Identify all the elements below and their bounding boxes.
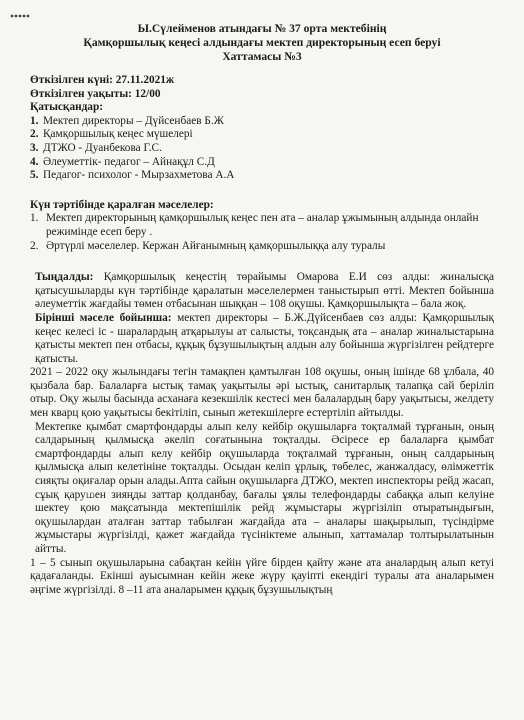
agenda-list xyxy=(30,212,494,253)
meeting-meta xyxy=(30,74,494,183)
list-item: 4. Әлеуметтік- педагог – Айнақұл С.Д xyxy=(30,155,215,168)
paragraph-first-issue: Бірінші мәселе бойынша: мектеп директоры – Б.Ж.Дүйсенбаев сөз алды: Қамқоршылық кеңес келесі іс - шаралардың атқарылуы ат салысты, тоқсандық ата – аналар жиналыстарына қатысты мектеп пен отбасы, құқық бұзушылықтың алдын алу бойынша жүргізілген рейдтерге қатысты. xyxy=(35,311,494,365)
meeting-date: Өткізілген күні: 27.11.2021ж xyxy=(30,74,175,86)
header-protocol: Хаттамасы №3 xyxy=(222,50,302,63)
header-title: Қамқоршылық кеңесі алдындағы мектеп директорының есеп беруі xyxy=(83,36,441,49)
participants-title: Қатысқандар: xyxy=(30,101,104,114)
list-item: 1. Мектеп директорының қамқоршылық кеңес пен ата – аналар ұжымының алдында онлайн режимінде есеп беру . xyxy=(30,212,479,238)
agenda-title: Күн тәртібінде қаралған мәселелер: xyxy=(30,198,214,211)
list-item: 2. Қамқоршылық кеңес мүшелері xyxy=(30,128,193,141)
header-school: Ы.Сүлейменов атындағы № 37 орта мектебінің xyxy=(137,22,387,35)
participants-list xyxy=(30,115,494,183)
scan-mark-icon xyxy=(10,14,50,18)
meeting-time: Өткізілген уақыты: 12/00 xyxy=(30,87,161,100)
list-item: 5. Педагог- психолог - Мырзахметова А.А xyxy=(30,169,235,182)
paragraph-heard: Тыңдалды: Қамқоршылық кеңестің төрайымы Омарова Е.И сөз алды: жиналысқа қатысушыларды күн тәртібінде қаралатын мәселелермен таныстырып өтті. Мектеп бойынша әлеуметтік жағдайы төмен отбасынан шыққан – 108 оқушы. Қамқоршылықта – бала жоқ. xyxy=(35,271,494,311)
paragraph-meals: 2021 – 2022 оқу жылындағы тегін тамақпен қамтылған 108 оқушы, оның ішінде 68 ұлбала, 40 қызбала бар. Балаларға ыстық тамақ уақытылы әрі ыстық, санитарлық талапқа сай беріліп отыр. Оқу жылы басында асханаға кезекшілік кестесі мен балалардың бару уақытысы, желдету мен кварц қою уақытысы бекітіліп, сынып жетекшілерге естертіліп айтылды. xyxy=(30,366,494,420)
paragraph-safety: 1 – 5 сынып оқушыларына сабақтан кейін үйге бірден қайту және ата аналардың алып кетуі қадағаланды. Екінші ауысымнан кейін жеке жүру қауіпті екендігі туралы ата аналарымен әңгіме жүргізілді. 8 –11 ата аналарымен құқық бұзушылықтың xyxy=(30,556,494,596)
document-header xyxy=(30,22,494,64)
list-item: 3. ДТЖО - Дуанбекова Г.С. xyxy=(30,141,162,154)
list-item: 1. Мектеп директоры – Дүйсенбаев Б.Ж xyxy=(30,114,224,127)
list-item: 2. Әртүрлі мәселелер. Кержан Айғанымның қамқоршылыққа алу туралы xyxy=(30,239,386,252)
paragraph-smartphones: Мектепке қымбат смартфондарды алып келу кейбір оқушыларға тоқталмай тұрғанын, оның салдарының қылмысқа әкеліп соғатынына тоқталды. Әсіресе ер балаларға қымбат смартфондарды алып келу кейбір оқушыларда тоқталмай тұрғанын, оның салдарының қылмысқа алып келетініне тоқталды. Осыдан келіп ұрлық, төбелес, жанжалдасу, өлімжеттік сияқты оқиғалар орын алады.Апта сайын оқушыларға ДТЖО, мектеп инспекторы рейд жасап, сұық қаруமен зияңды заттар қолданбау, бағалы ұялы телефондарды сабаққа алып келуіне шектеу қою мақсатында мектепішілік рейд жұмыстары жүргізіліп отыратындығын, оқушылардан аталған заттар табылған жағдайда ата – аналары шақырылып, түсіндірме жұмыстары жүргізілді, қажет жағдайда түсініктеме алынып, хаттамалар толтырылатынын айтты. xyxy=(35,420,494,555)
